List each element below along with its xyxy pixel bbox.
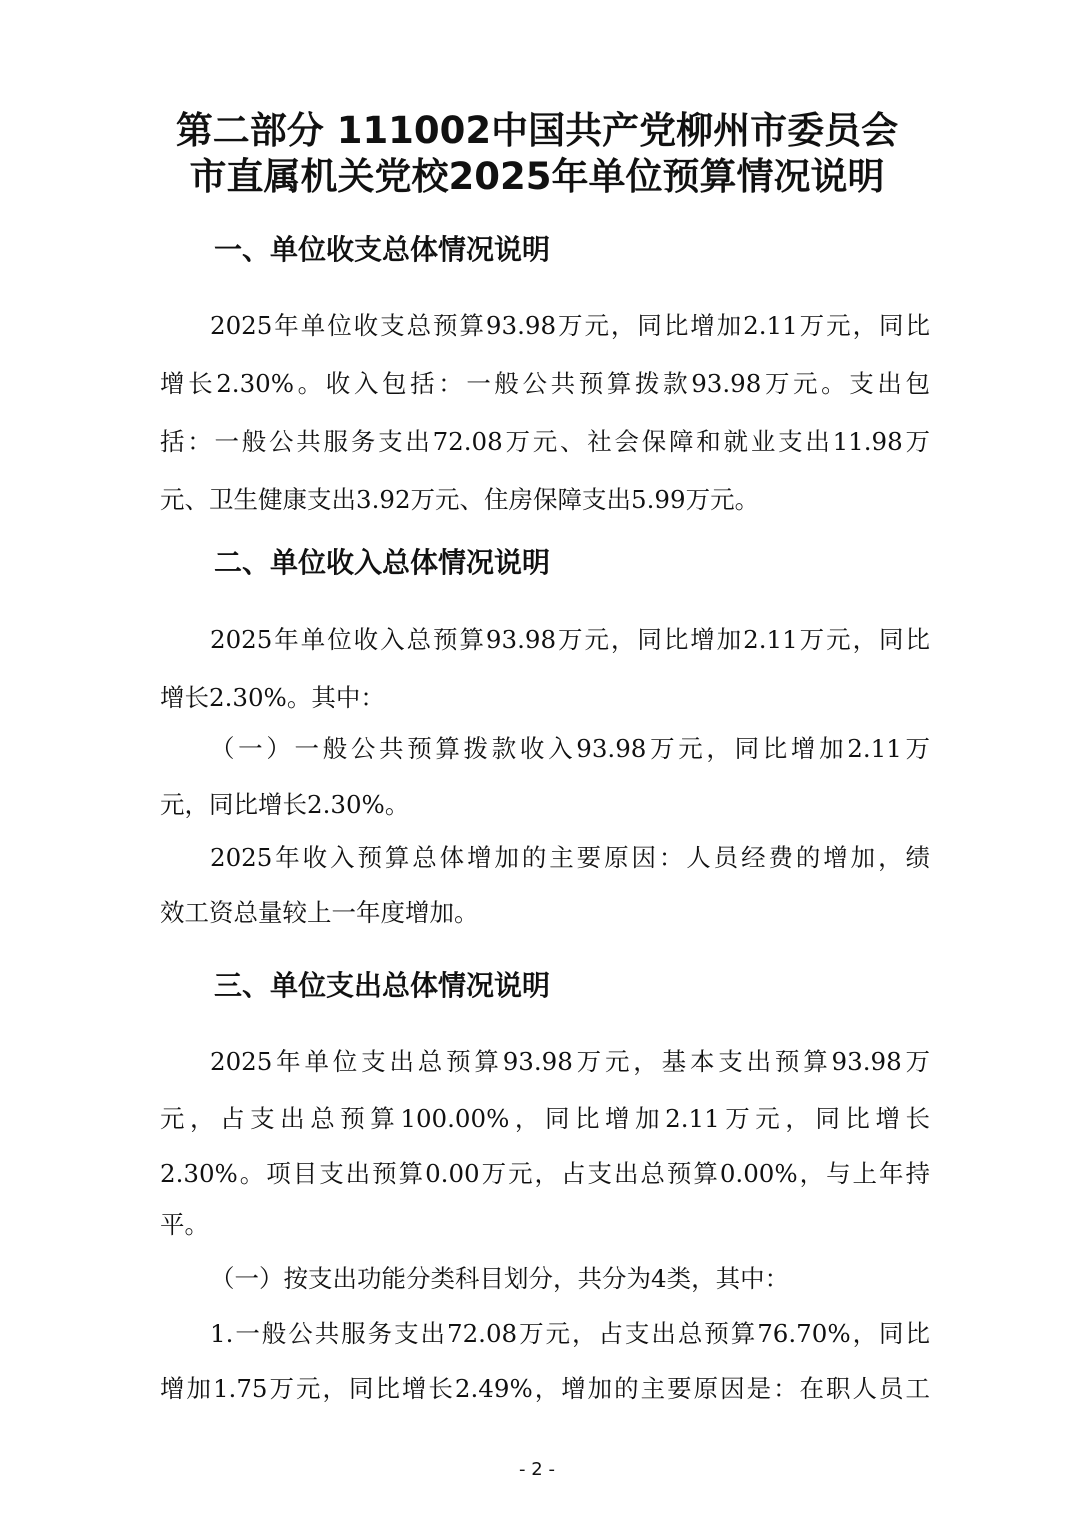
paragraph-line: 元，占支出总预算100.00%，同比增加2.11万元，同比增长 xyxy=(160,1104,930,1133)
paragraph-line: 元，同比增长2.30%。 xyxy=(160,790,410,819)
paragraph-line: 括：一般公共服务支出72.08万元、社会保障和就业支出11.98万 xyxy=(160,427,930,456)
paragraph-line: 增加1.75万元，同比增长2.49%，增加的主要原因是：在职人员工 xyxy=(160,1374,930,1403)
section-heading-2: 二、单位收入总体情况说明 xyxy=(214,546,551,579)
paragraph-line: 增长2.30%。收入包括：一般公共预算拨款93.98万元。支出包 xyxy=(160,369,930,398)
paragraph-line: 效工资总量较上一年度增加。 xyxy=(160,898,479,927)
paragraph-line: 元、卫生健康支出3.92万元、住房保障支出5.99万元。 xyxy=(160,485,760,514)
page-number: - 2 - xyxy=(519,1459,555,1480)
document-title-line-1: 第二部分 111002中国共产党柳州市委员会 xyxy=(175,109,899,152)
section-heading-3: 三、单位支出总体情况说明 xyxy=(214,969,551,1002)
paragraph-line: 平。 xyxy=(160,1210,209,1239)
paragraph-line: （一）一般公共预算拨款收入93.98万元，同比增加2.11万 xyxy=(210,734,930,763)
paragraph-line: （一）按支出功能分类科目划分，共分为4类，其中： xyxy=(210,1264,790,1293)
paragraph-line: 1.一般公共服务支出72.08万元，占支出总预算76.70%，同比 xyxy=(210,1319,930,1348)
paragraph-line: 2025年单位收入总预算93.98万元，同比增加2.11万元，同比 xyxy=(210,625,930,654)
section-heading-1: 一、单位收支总体情况说明 xyxy=(214,233,551,266)
paragraph-line: 2.30%。项目支出预算0.00万元，占支出总预算0.00%，与上年持 xyxy=(160,1159,930,1188)
paragraph-line: 增长2.30%。其中： xyxy=(160,683,385,712)
paragraph-line: 2025年单位支出总预算93.98万元，基本支出预算93.98万 xyxy=(210,1047,930,1076)
document-title-line-2: 市直属机关党校2025年单位预算情况说明 xyxy=(189,155,885,198)
paragraph-line: 2025年收入预算总体增加的主要原因：人员经费的增加，绩 xyxy=(210,843,930,872)
paragraph-line: 2025年单位收支总预算93.98万元，同比增加2.11万元，同比 xyxy=(210,311,930,340)
